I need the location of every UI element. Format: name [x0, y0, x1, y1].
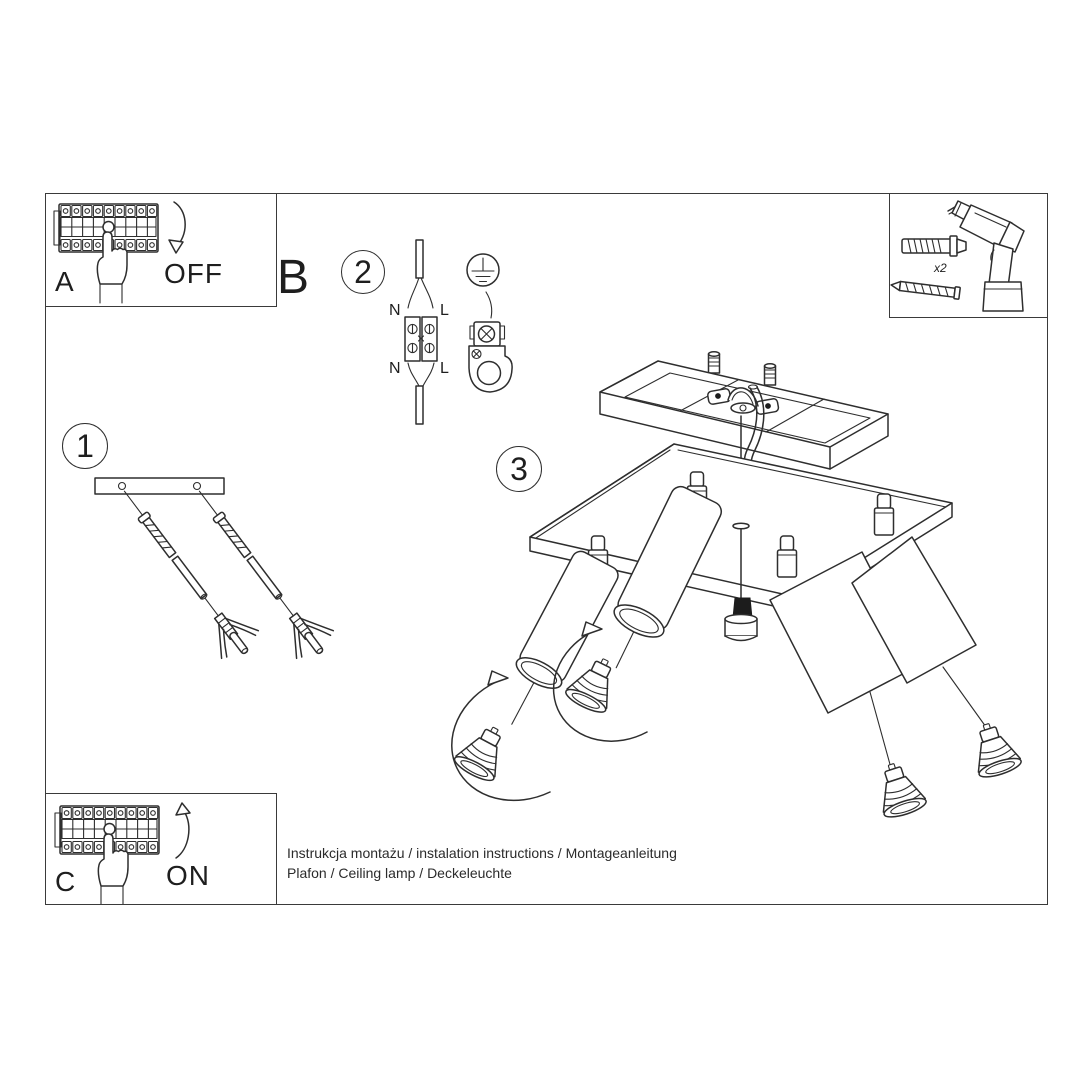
section-b-label: B — [277, 251, 310, 304]
wire-label-n-top: N — [389, 302, 401, 319]
step-3-number: 3 — [510, 450, 528, 487]
wall-plug-icon — [902, 236, 966, 256]
bracket-and-anchors-illustration — [88, 470, 373, 680]
rotation-arrow-icon — [452, 671, 550, 800]
mounting-screw-icon — [890, 279, 960, 299]
arrow-up-icon — [176, 803, 190, 858]
caption-line-1: Instrukcja montażu / instalation instructions / Montageanleitung — [287, 845, 677, 861]
caption-block — [287, 843, 967, 883]
power-off-label: OFF — [164, 258, 223, 289]
mounting-bracket-icon — [95, 478, 224, 494]
step-a-box — [45, 193, 277, 307]
lamp-assembly-illustration — [430, 340, 1044, 875]
step-c-label: C — [55, 866, 76, 897]
breaker-on-illustration — [46, 794, 276, 904]
breaker-off-illustration — [46, 194, 276, 306]
wire-label-n-bottom: N — [389, 360, 401, 377]
caption-line-2: Plafon / Ceiling lamp / Deckeleuchte — [287, 865, 512, 881]
step-1-number: 1 — [76, 427, 94, 464]
earth-symbol-icon — [467, 254, 499, 286]
step-2-number: 2 — [354, 253, 372, 290]
cable-icon — [408, 240, 433, 308]
step-a-label: A — [55, 266, 74, 297]
quantity-label: x2 — [934, 261, 947, 275]
wire-label-l-bottom: L — [440, 360, 449, 377]
step-1-badge — [62, 423, 108, 469]
tools-illustration — [890, 194, 1047, 317]
ground-wire — [486, 292, 492, 318]
step-2-badge — [341, 250, 385, 294]
wire-label-l-top: L — [440, 302, 449, 319]
step-c-box — [45, 793, 277, 905]
tools-box — [889, 193, 1048, 318]
arrow-down-icon — [169, 202, 185, 253]
power-on-label: ON — [166, 860, 210, 891]
